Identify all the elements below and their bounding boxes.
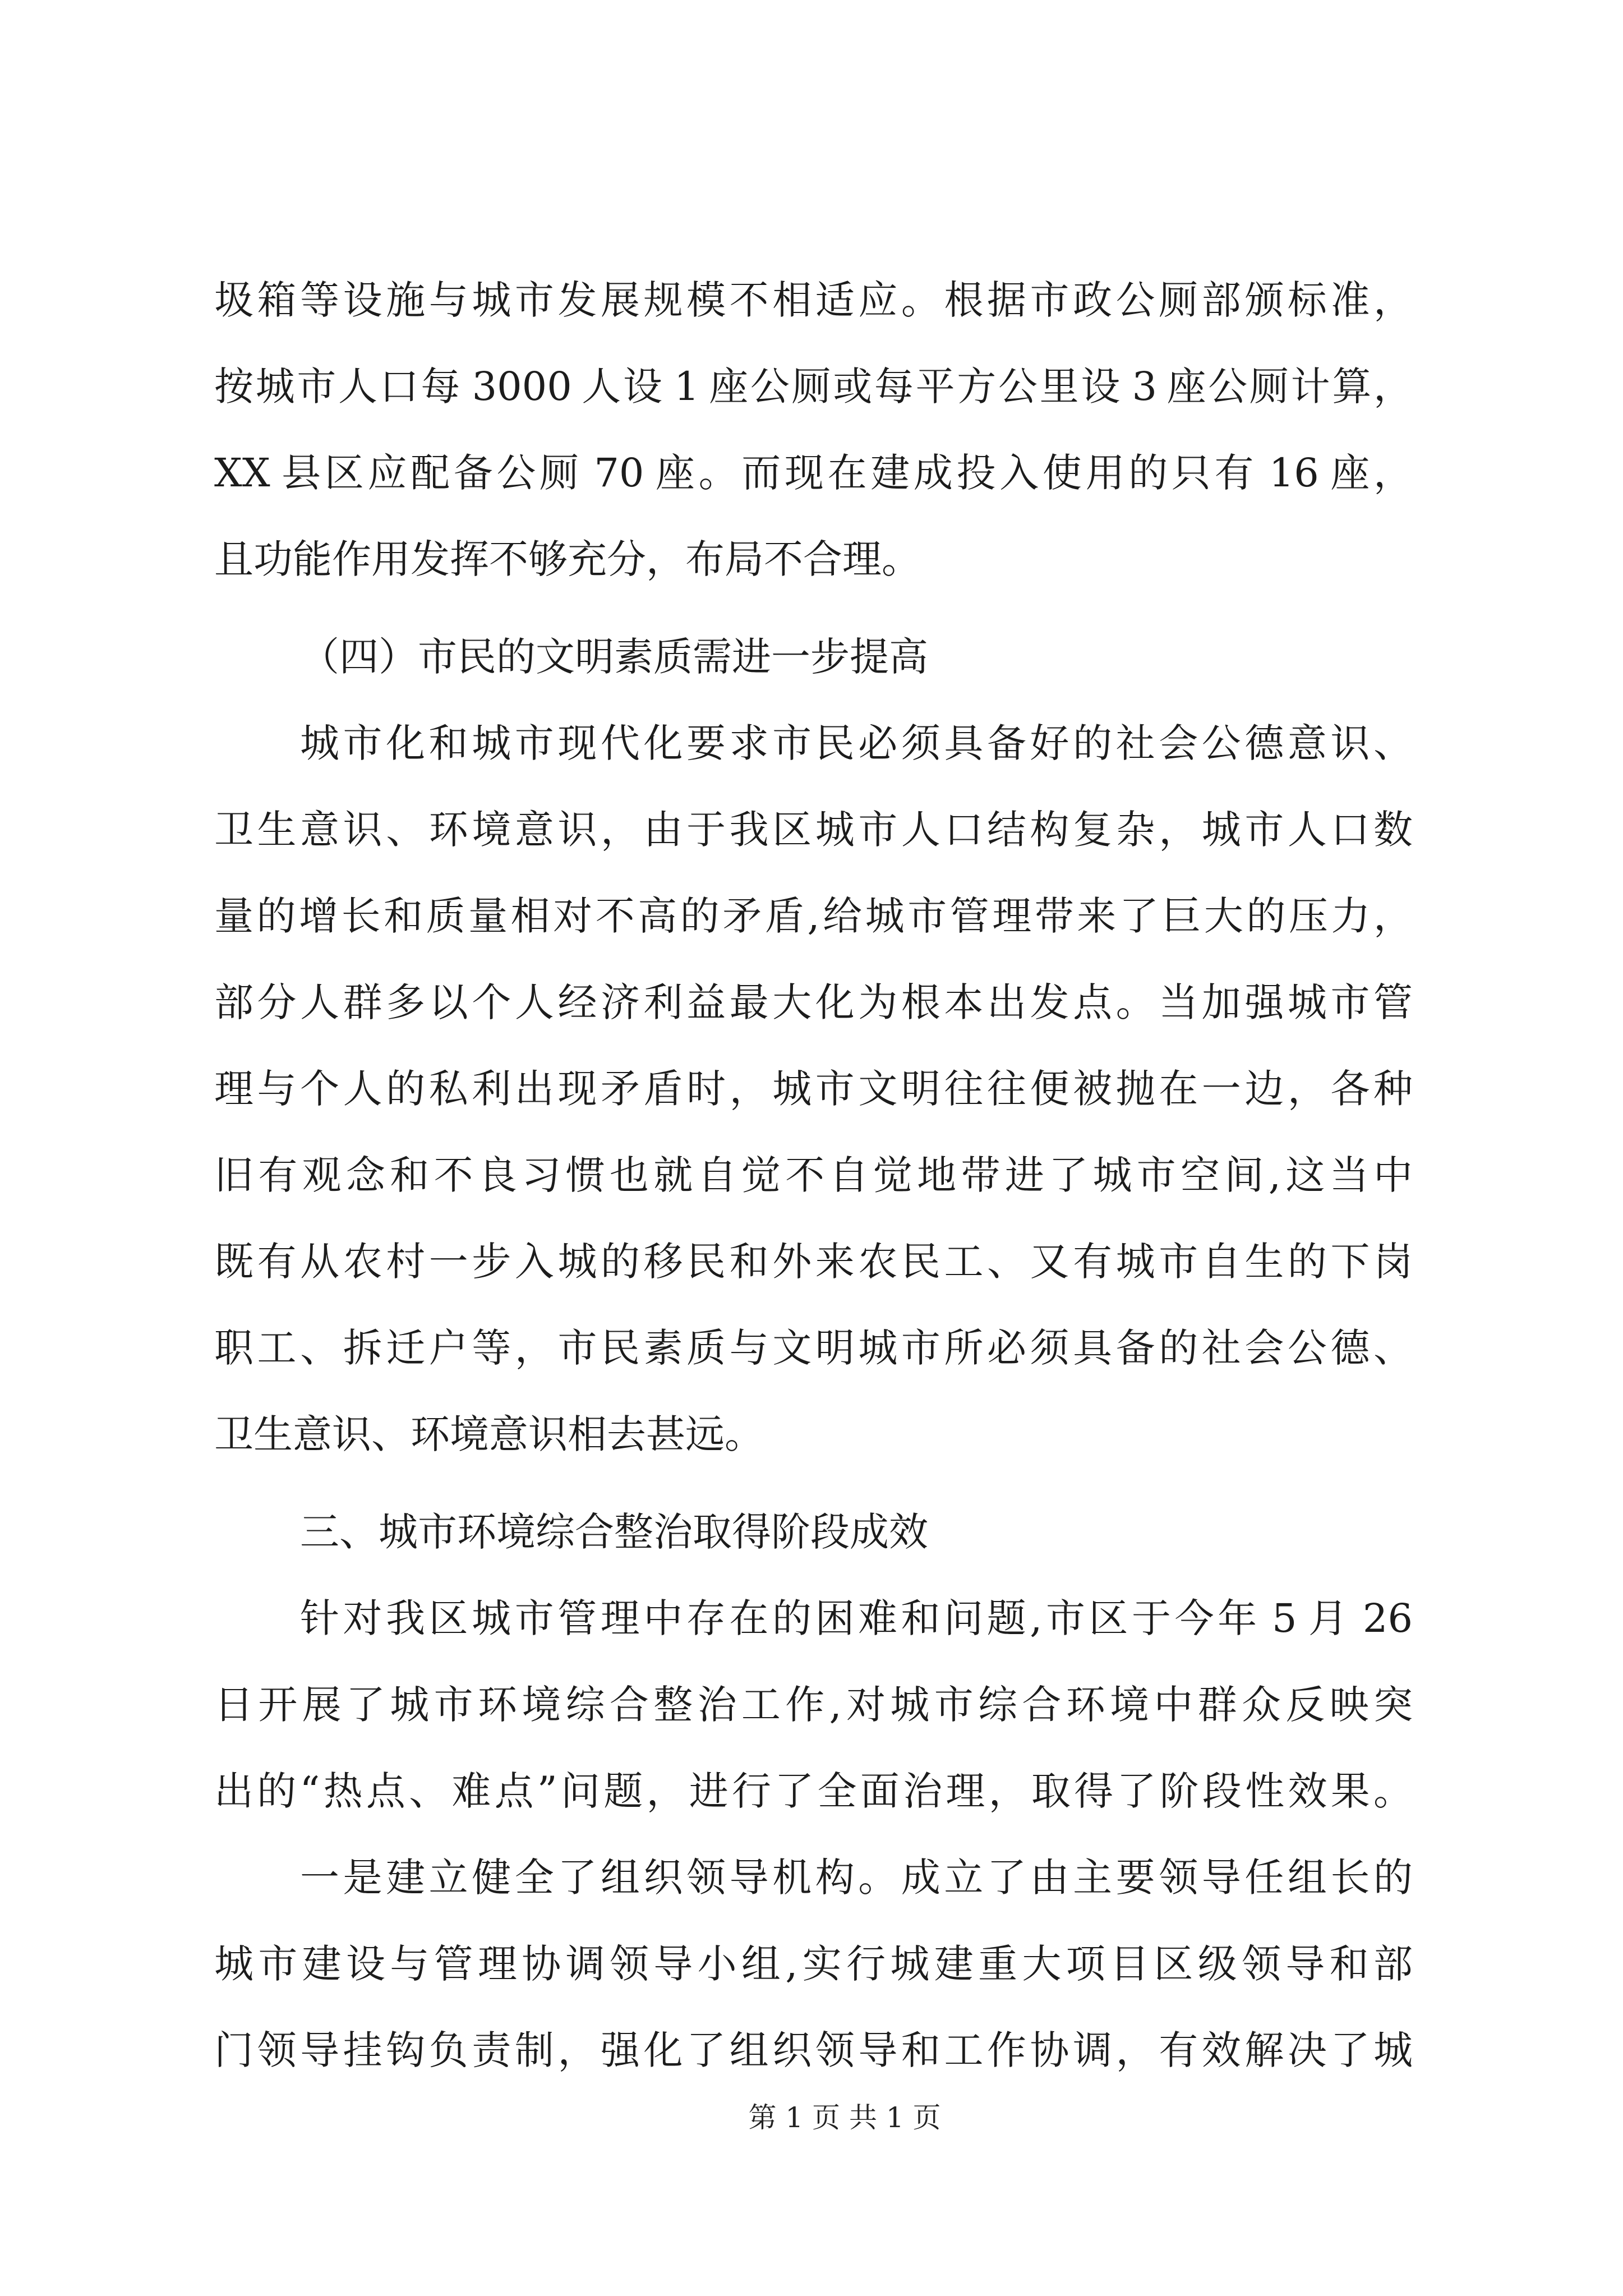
section-heading-text: 三、城市环境综合整治取得阶段成效 bbox=[300, 1509, 928, 1555]
document-body bbox=[214, 257, 1413, 2093]
paragraph-line: 针对我区城市管理中存在的困难和问题,市区于今年 5 月 26 bbox=[300, 1595, 1413, 1641]
paragraph-line: XX 县区应配备公厕 70 座。而现在建成投入使用的只有 16 座， bbox=[214, 450, 1413, 496]
paragraph-line: 一是建立健全了组织领导机构。成立了由主要领导任组长的 bbox=[300, 1855, 1413, 1901]
paragraph-line: 卫生意识、环境意识，由于我区城市人口结构复杂，城市人口数 bbox=[214, 807, 1413, 853]
page-footer bbox=[620, 2098, 1069, 2137]
paragraph-line: 日开展了城市环境综合整治工作,对城市综合环境中群众反映突 bbox=[214, 1682, 1413, 1728]
paragraph-line: 职工、拆迁户等，市民素质与文明城市所必须具备的社会公德、 bbox=[214, 1325, 1413, 1371]
paragraph-line: 门领导挂钩负责制，强化了组织领导和工作协调，有效解决了城 bbox=[214, 2027, 1413, 2073]
paragraph-line: 城市化和城市现代化要求市民必须具备好的社会公德意识、 bbox=[300, 720, 1413, 766]
paragraph-line: 既有从农村一步入城的移民和外来农民工、又有城市自生的下岗 bbox=[214, 1239, 1413, 1285]
page-number-label: 第 1 页 共 1 页 bbox=[748, 2101, 941, 2134]
paragraph bbox=[214, 1834, 1413, 2093]
paragraph-line: 出的“热点、难点”问题，进行了全面治理，取得了阶段性效果。 bbox=[214, 1768, 1413, 1814]
paragraph-continued bbox=[214, 257, 1413, 602]
paragraph-line: 且功能作用发挥不够充分，布局不合理。 bbox=[214, 536, 921, 582]
paragraph-line: 量的增长和质量相对不高的矛盾,给城市管理带来了巨大的压力， bbox=[214, 893, 1413, 939]
paragraph bbox=[214, 700, 1413, 1478]
paragraph-line: 城市建设与管理协调领导小组,实行城建重大项目区级领导和部 bbox=[214, 1941, 1413, 1987]
paragraph-line: 卫生意识、环境意识相去甚远。 bbox=[214, 1411, 764, 1457]
paragraph bbox=[214, 1575, 1413, 1834]
section-heading bbox=[214, 614, 1413, 700]
paragraph-line: 旧有观念和不良习惯也就自觉不自觉地带进了城市空间,这当中 bbox=[214, 1152, 1413, 1198]
paragraph-line: 圾箱等设施与城市发展规模不相适应。根据市政公厕部颁标准， bbox=[214, 277, 1413, 323]
paragraph-line: 按城市人口每 3000 人设 1 座公厕或每平方公里设 3 座公厕计算， bbox=[214, 364, 1413, 409]
section-heading-text: （四）市民的文明素质需进一步提高 bbox=[300, 634, 928, 680]
paragraph-line: 部分人群多以个人经济利益最大化为根本出发点。当加强城市管 bbox=[214, 979, 1413, 1025]
section-heading bbox=[214, 1489, 1413, 1575]
paragraph-line: 理与个人的私利出现矛盾时，城市文明往往便被抛在一边，各种 bbox=[214, 1066, 1413, 1112]
